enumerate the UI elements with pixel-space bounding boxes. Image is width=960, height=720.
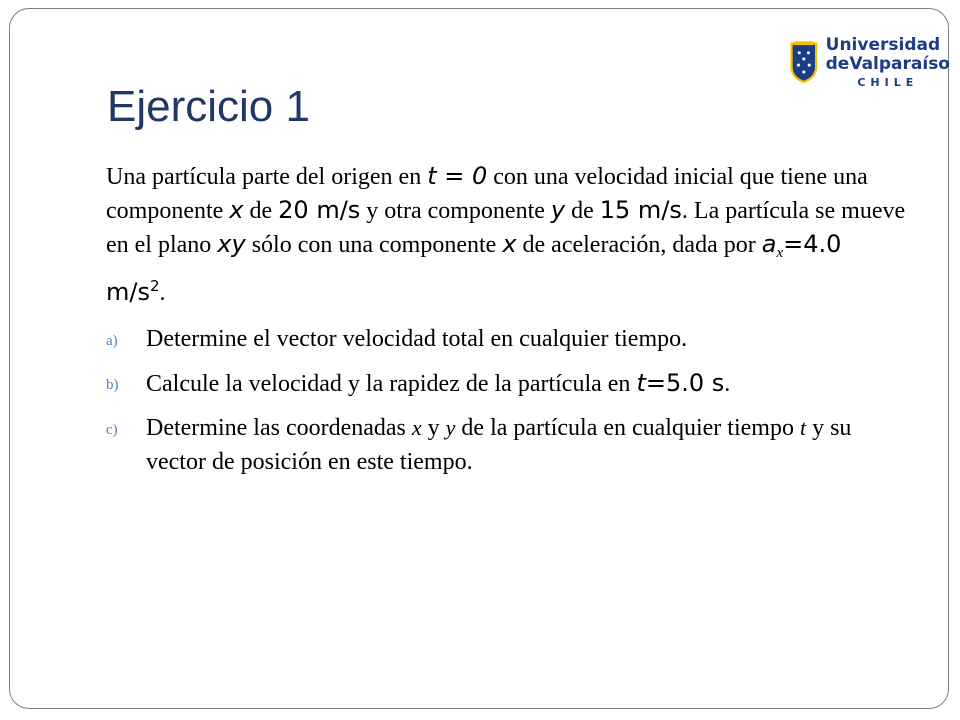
math-vy: 15 m/s <box>599 196 682 224</box>
math-x: x <box>229 196 244 224</box>
slide-title: Ejercicio 1 <box>107 82 310 131</box>
intro-text: . <box>159 280 166 306</box>
intro-text: y otra componente <box>360 198 551 224</box>
math-a: a <box>761 230 777 258</box>
list-marker: a) <box>106 333 118 349</box>
intro-text: Una partícula parte del origen en <box>106 164 428 190</box>
question-item-a <box>106 322 906 356</box>
question-text: Determine el vector velocidad total en cualquier tiempo. <box>146 326 688 352</box>
math-time-value: =5.0 s <box>645 369 725 397</box>
question-text: y <box>421 415 446 441</box>
logo-text <box>825 34 950 89</box>
intro-text: sólo con una componente <box>245 232 503 258</box>
logo-line-2: deValparaíso <box>825 53 950 74</box>
university-logo <box>790 22 950 102</box>
question-text: y su vector de posición en este tiempo. <box>146 415 852 475</box>
logo-line-1: Universidad <box>825 34 941 55</box>
italic-y: y <box>445 415 456 440</box>
math-subscript-x: x <box>776 245 784 261</box>
slide-body <box>106 160 906 489</box>
math-xy: xy <box>217 230 246 258</box>
question-item-b <box>106 366 906 401</box>
math-acceleration: =4.0 m/s <box>106 230 842 306</box>
italic-t: t <box>799 415 807 440</box>
intro-text: . La partícula se mueve en el plano <box>106 198 906 258</box>
question-text: . <box>724 371 731 397</box>
intro-text: de <box>243 198 279 224</box>
intro-text: con una velocidad inicial que tiene una componente <box>106 164 868 224</box>
question-text: Determine las coordenadas <box>146 415 412 441</box>
math-vx: 20 m/s <box>278 196 361 224</box>
intro-text: de <box>565 198 600 224</box>
question-text: Calcule la velocidad y la rapidez de la partícula en <box>146 371 637 397</box>
question-list <box>106 322 906 479</box>
math-superscript-2: 2 <box>149 277 160 295</box>
question-text: de la partícula en cualquier tiempo <box>455 415 800 441</box>
list-marker: c) <box>106 422 118 438</box>
problem-statement <box>106 160 906 310</box>
logo-line-3: CHILE <box>857 75 919 89</box>
question-item-c <box>106 411 906 479</box>
math-t: t <box>636 369 646 397</box>
university-shield-icon <box>790 34 818 90</box>
italic-x: x <box>411 415 422 440</box>
math-x: x <box>502 230 517 258</box>
list-marker: b) <box>106 377 119 393</box>
math-y: y <box>550 196 566 224</box>
math-t-zero: t = 0 <box>427 162 488 190</box>
intro-text: de aceleración, dada por <box>516 232 762 258</box>
